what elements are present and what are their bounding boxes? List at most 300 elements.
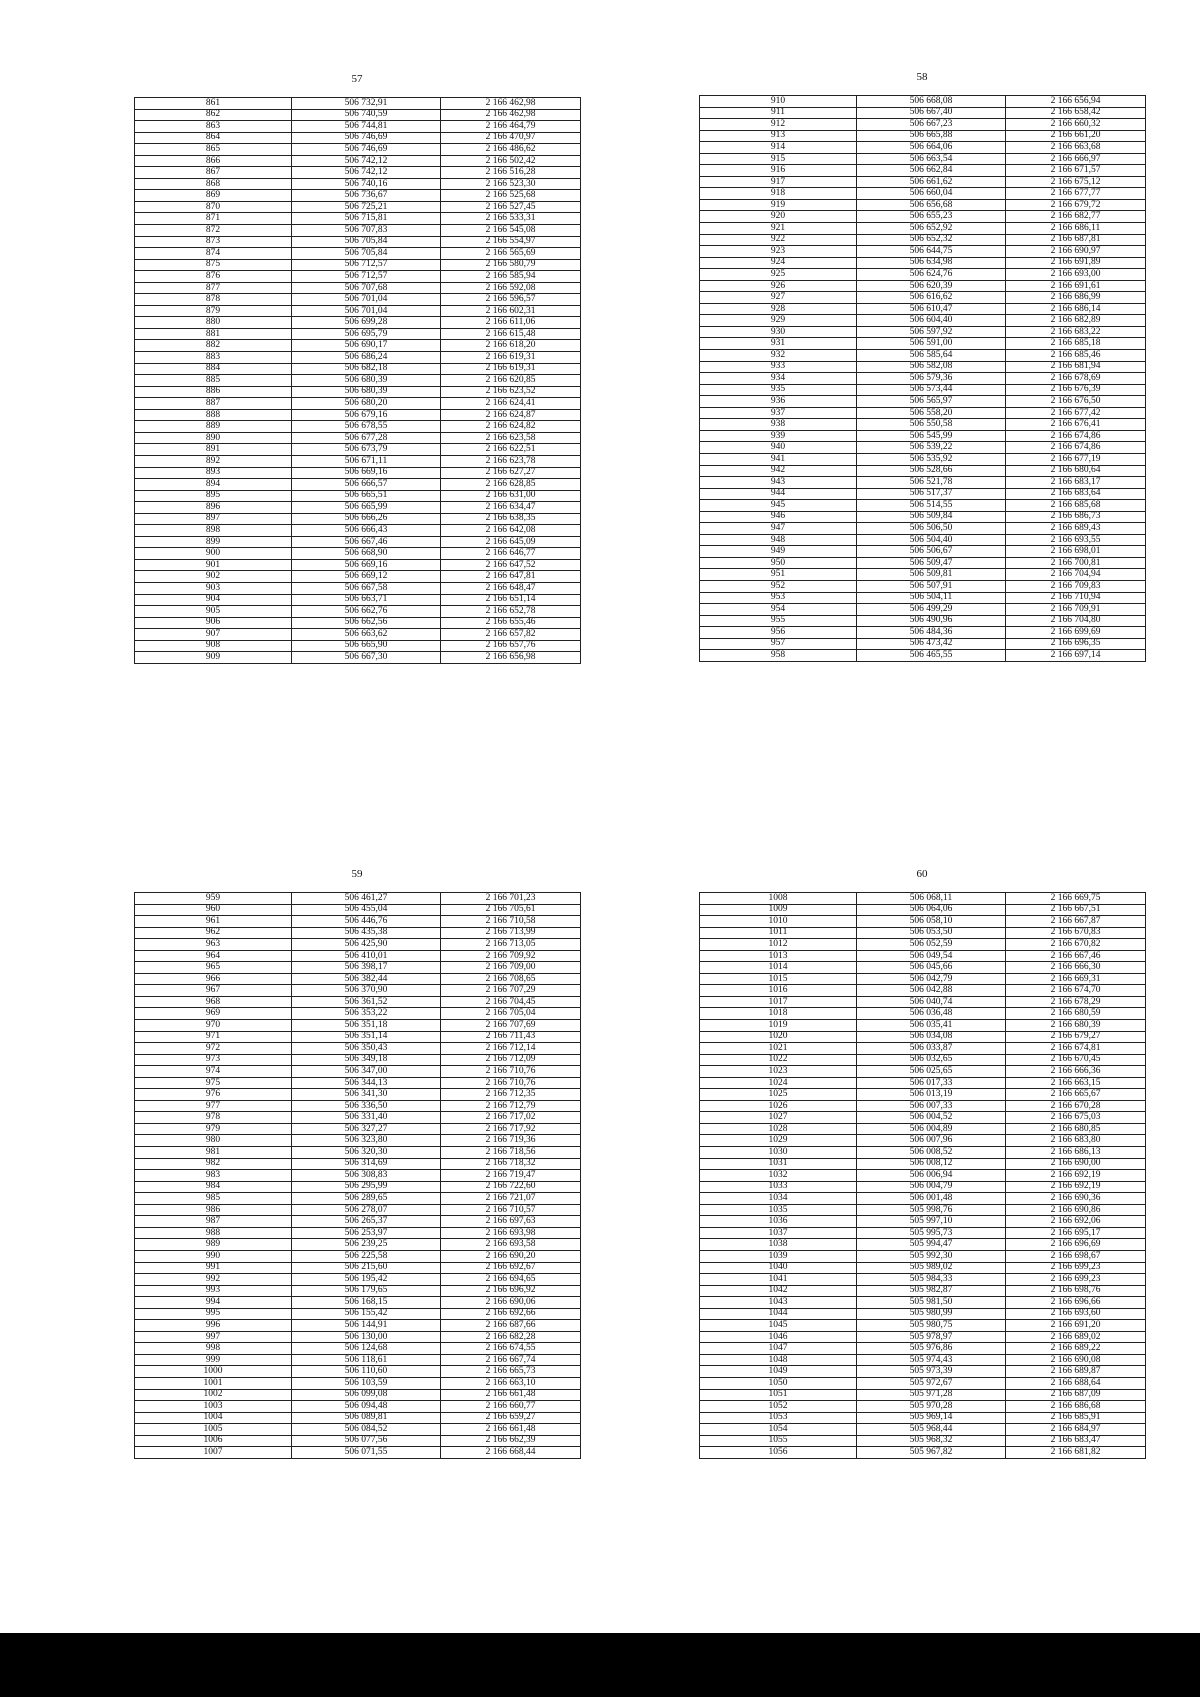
point-number-cell: 898 <box>135 525 292 537</box>
x-coordinate-cell: 506 110,60 <box>292 1366 441 1378</box>
point-number-cell: 903 <box>135 582 292 594</box>
y-coordinate-cell: 2 166 674,70 <box>1006 985 1146 997</box>
point-number-cell: 1001 <box>135 1377 292 1389</box>
x-coordinate-cell: 506 707,68 <box>292 282 441 294</box>
table-row <box>700 465 1146 477</box>
table-row <box>135 167 581 179</box>
x-coordinate-cell: 506 701,04 <box>292 305 441 317</box>
point-number-cell: 881 <box>135 328 292 340</box>
x-coordinate-cell: 506 410,01 <box>292 950 441 962</box>
point-number-cell: 964 <box>135 950 292 962</box>
table-row <box>700 338 1146 350</box>
x-coordinate-cell: 506 558,20 <box>857 407 1006 419</box>
point-number-cell: 1029 <box>700 1135 857 1147</box>
y-coordinate-cell: 2 166 699,23 <box>1006 1262 1146 1274</box>
y-coordinate-cell: 2 166 692,67 <box>441 1262 581 1274</box>
table-row <box>135 640 581 652</box>
table-row <box>135 1135 581 1147</box>
coordinates-table <box>134 97 581 664</box>
point-number-cell: 1054 <box>700 1424 857 1436</box>
x-coordinate-cell: 506 042,88 <box>857 985 1006 997</box>
x-coordinate-cell: 506 663,54 <box>857 153 1006 165</box>
x-coordinate-cell: 506 124,68 <box>292 1343 441 1355</box>
x-coordinate-cell: 506 610,47 <box>857 303 1006 315</box>
table-row <box>135 467 581 479</box>
table-row <box>135 444 581 456</box>
x-coordinate-cell: 506 118,61 <box>292 1354 441 1366</box>
y-coordinate-cell: 2 166 717,92 <box>441 1123 581 1135</box>
y-coordinate-cell: 2 166 624,87 <box>441 409 581 421</box>
table-row <box>700 1447 1146 1459</box>
point-number-cell: 900 <box>135 548 292 560</box>
y-coordinate-cell: 2 166 678,29 <box>1006 996 1146 1008</box>
y-coordinate-cell: 2 166 683,80 <box>1006 1135 1146 1147</box>
y-coordinate-cell: 2 166 663,10 <box>441 1377 581 1389</box>
x-coordinate-cell: 506 732,91 <box>292 98 441 110</box>
x-coordinate-cell: 505 974,43 <box>857 1354 1006 1366</box>
point-number-cell: 912 <box>700 119 857 131</box>
y-coordinate-cell: 2 166 684,97 <box>1006 1424 1146 1436</box>
point-number-cell: 988 <box>135 1227 292 1239</box>
x-coordinate-cell: 505 971,28 <box>857 1389 1006 1401</box>
point-number-cell: 889 <box>135 421 292 433</box>
table-row <box>135 248 581 260</box>
point-number-cell: 990 <box>135 1250 292 1262</box>
point-number-cell: 986 <box>135 1204 292 1216</box>
y-coordinate-cell: 2 166 700,81 <box>1006 557 1146 569</box>
y-coordinate-cell: 2 166 634,47 <box>441 502 581 514</box>
table-row <box>700 142 1146 154</box>
y-coordinate-cell: 2 166 685,68 <box>1006 500 1146 512</box>
y-coordinate-cell: 2 166 676,41 <box>1006 419 1146 431</box>
table-row <box>700 534 1146 546</box>
point-number-cell: 958 <box>700 650 857 662</box>
point-number-cell: 946 <box>700 511 857 523</box>
y-coordinate-cell: 2 166 707,29 <box>441 985 581 997</box>
y-coordinate-cell: 2 166 628,85 <box>441 479 581 491</box>
y-coordinate-cell: 2 166 682,77 <box>1006 211 1146 223</box>
y-coordinate-cell: 2 166 680,85 <box>1006 1123 1146 1135</box>
x-coordinate-cell: 506 040,74 <box>857 996 1006 1008</box>
x-coordinate-cell: 506 446,76 <box>292 916 441 928</box>
point-number-cell: 976 <box>135 1089 292 1101</box>
y-coordinate-cell: 2 166 624,41 <box>441 398 581 410</box>
table-row <box>700 1262 1146 1274</box>
table-row <box>135 1424 581 1436</box>
y-coordinate-cell: 2 166 502,42 <box>441 155 581 167</box>
y-coordinate-cell: 2 166 693,00 <box>1006 269 1146 281</box>
point-number-cell: 975 <box>135 1077 292 1089</box>
table-row <box>135 617 581 629</box>
x-coordinate-cell: 506 705,84 <box>292 236 441 248</box>
x-coordinate-cell: 506 089,81 <box>292 1412 441 1424</box>
x-coordinate-cell: 506 351,18 <box>292 1020 441 1032</box>
coordinates-table <box>699 95 1146 662</box>
x-coordinate-cell: 506 667,46 <box>292 536 441 548</box>
table-row <box>135 1043 581 1055</box>
table-row <box>135 950 581 962</box>
y-coordinate-cell: 2 166 690,86 <box>1006 1204 1146 1216</box>
point-number-cell: 971 <box>135 1031 292 1043</box>
y-coordinate-cell: 2 166 678,69 <box>1006 373 1146 385</box>
y-coordinate-cell: 2 166 619,31 <box>441 352 581 364</box>
table-row <box>135 490 581 502</box>
table-row <box>700 1100 1146 1112</box>
y-coordinate-cell: 2 166 698,67 <box>1006 1250 1146 1262</box>
point-number-cell: 951 <box>700 569 857 581</box>
y-coordinate-cell: 2 166 462,98 <box>441 109 581 121</box>
x-coordinate-cell: 506 585,64 <box>857 350 1006 362</box>
table-row <box>700 419 1146 431</box>
point-number-cell: 936 <box>700 396 857 408</box>
point-number-cell: 994 <box>135 1297 292 1309</box>
table-row <box>135 1123 581 1135</box>
point-number-cell: 942 <box>700 465 857 477</box>
table-row <box>135 1031 581 1043</box>
x-coordinate-cell: 506 278,07 <box>292 1204 441 1216</box>
point-number-cell: 937 <box>700 407 857 419</box>
table-row <box>135 1158 581 1170</box>
x-coordinate-cell: 506 664,06 <box>857 142 1006 154</box>
x-coordinate-cell: 506 668,08 <box>857 96 1006 108</box>
y-coordinate-cell: 2 166 693,60 <box>1006 1308 1146 1320</box>
x-coordinate-cell: 506 308,83 <box>292 1170 441 1182</box>
point-number-cell: 865 <box>135 144 292 156</box>
x-coordinate-cell: 506 662,76 <box>292 606 441 618</box>
point-number-cell: 894 <box>135 479 292 491</box>
y-coordinate-cell: 2 166 618,20 <box>441 340 581 352</box>
table-row <box>700 1158 1146 1170</box>
coordinates-table-body <box>700 893 1146 1459</box>
point-number-cell: 1044 <box>700 1308 857 1320</box>
point-number-cell: 869 <box>135 190 292 202</box>
table-row <box>700 973 1146 985</box>
y-coordinate-cell: 2 166 689,43 <box>1006 523 1146 535</box>
point-number-cell: 879 <box>135 305 292 317</box>
y-coordinate-cell: 2 166 695,17 <box>1006 1227 1146 1239</box>
y-coordinate-cell: 2 166 680,64 <box>1006 465 1146 477</box>
point-number-cell: 980 <box>135 1135 292 1147</box>
table-row <box>135 1112 581 1124</box>
x-coordinate-cell: 506 667,40 <box>857 107 1006 119</box>
point-number-cell: 1042 <box>700 1285 857 1297</box>
table-row <box>135 1250 581 1262</box>
x-coordinate-cell: 506 591,00 <box>857 338 1006 350</box>
x-coordinate-cell: 506 465,55 <box>857 650 1006 662</box>
table-row <box>700 650 1146 662</box>
table-row <box>135 559 581 571</box>
y-coordinate-cell: 2 166 675,03 <box>1006 1112 1146 1124</box>
point-number-cell: 1011 <box>700 927 857 939</box>
y-coordinate-cell: 2 166 687,09 <box>1006 1389 1146 1401</box>
point-number-cell: 924 <box>700 257 857 269</box>
x-coordinate-cell: 506 168,15 <box>292 1297 441 1309</box>
x-coordinate-cell: 506 455,04 <box>292 904 441 916</box>
x-coordinate-cell: 506 239,25 <box>292 1239 441 1251</box>
x-coordinate-cell: 506 034,08 <box>857 1031 1006 1043</box>
y-coordinate-cell: 2 166 659,27 <box>441 1412 581 1424</box>
table-row <box>700 580 1146 592</box>
x-coordinate-cell: 505 992,30 <box>857 1250 1006 1262</box>
y-coordinate-cell: 2 166 712,35 <box>441 1089 581 1101</box>
table-row <box>700 1377 1146 1389</box>
point-number-cell: 1023 <box>700 1066 857 1078</box>
point-number-cell: 870 <box>135 201 292 213</box>
y-coordinate-cell: 2 166 642,08 <box>441 525 581 537</box>
x-coordinate-cell: 506 008,52 <box>857 1147 1006 1159</box>
coordinates-table-body <box>700 96 1146 662</box>
point-number-cell: 1035 <box>700 1204 857 1216</box>
point-number-cell: 952 <box>700 580 857 592</box>
y-coordinate-cell: 2 166 681,94 <box>1006 361 1146 373</box>
y-coordinate-cell: 2 166 674,86 <box>1006 442 1146 454</box>
y-coordinate-cell: 2 166 682,28 <box>441 1331 581 1343</box>
point-number-cell: 950 <box>700 557 857 569</box>
x-coordinate-cell: 506 668,90 <box>292 548 441 560</box>
table-row <box>700 500 1146 512</box>
x-coordinate-cell: 506 707,83 <box>292 225 441 237</box>
point-number-cell: 868 <box>135 178 292 190</box>
table-row <box>700 199 1146 211</box>
x-coordinate-cell: 506 744,81 <box>292 121 441 133</box>
table-row <box>700 107 1146 119</box>
y-coordinate-cell: 2 166 711,43 <box>441 1031 581 1043</box>
x-coordinate-cell: 506 740,16 <box>292 178 441 190</box>
y-coordinate-cell: 2 166 658,42 <box>1006 107 1146 119</box>
point-number-cell: 1009 <box>700 904 857 916</box>
point-number-cell: 960 <box>135 904 292 916</box>
table-row <box>700 176 1146 188</box>
x-coordinate-cell: 506 736,67 <box>292 190 441 202</box>
x-coordinate-cell: 506 225,58 <box>292 1250 441 1262</box>
x-coordinate-cell: 506 004,89 <box>857 1123 1006 1135</box>
x-coordinate-cell: 506 634,98 <box>857 257 1006 269</box>
point-number-cell: 902 <box>135 571 292 583</box>
x-coordinate-cell: 506 740,59 <box>292 109 441 121</box>
point-number-cell: 907 <box>135 629 292 641</box>
x-coordinate-cell: 506 680,39 <box>292 375 441 387</box>
point-number-cell: 882 <box>135 340 292 352</box>
x-coordinate-cell: 506 661,62 <box>857 176 1006 188</box>
x-coordinate-cell: 506 094,48 <box>292 1401 441 1413</box>
y-coordinate-cell: 2 166 705,61 <box>441 904 581 916</box>
table-row <box>700 1112 1146 1124</box>
table-row <box>700 373 1146 385</box>
point-number-cell: 987 <box>135 1216 292 1228</box>
table-row <box>135 144 581 156</box>
table-row <box>135 109 581 121</box>
y-coordinate-cell: 2 166 721,07 <box>441 1193 581 1205</box>
table-row <box>135 1401 581 1413</box>
y-coordinate-cell: 2 166 698,01 <box>1006 546 1146 558</box>
point-number-cell: 991 <box>135 1262 292 1274</box>
y-coordinate-cell: 2 166 710,76 <box>441 1077 581 1089</box>
table-row <box>135 409 581 421</box>
x-coordinate-cell: 506 690,17 <box>292 340 441 352</box>
table-row <box>700 1343 1146 1355</box>
point-number-cell: 913 <box>700 130 857 142</box>
point-number-cell: 1025 <box>700 1089 857 1101</box>
y-coordinate-cell: 2 166 627,27 <box>441 467 581 479</box>
table-row <box>700 292 1146 304</box>
y-coordinate-cell: 2 166 718,32 <box>441 1158 581 1170</box>
y-coordinate-cell: 2 166 665,67 <box>1006 1089 1146 1101</box>
table-row <box>135 985 581 997</box>
x-coordinate-cell: 506 484,36 <box>857 627 1006 639</box>
y-coordinate-cell: 2 166 699,23 <box>1006 1274 1146 1286</box>
table-row <box>700 188 1146 200</box>
table-row <box>700 627 1146 639</box>
point-number-cell: 1017 <box>700 996 857 1008</box>
point-number-cell: 1056 <box>700 1447 857 1459</box>
table-row <box>700 1043 1146 1055</box>
point-number-cell: 897 <box>135 513 292 525</box>
table-row <box>700 1239 1146 1251</box>
x-coordinate-cell: 506 604,40 <box>857 315 1006 327</box>
y-coordinate-cell: 2 166 687,66 <box>441 1320 581 1332</box>
point-number-cell: 910 <box>700 96 857 108</box>
y-coordinate-cell: 2 166 674,55 <box>441 1343 581 1355</box>
point-number-cell: 1040 <box>700 1262 857 1274</box>
point-number-cell: 873 <box>135 236 292 248</box>
table-row <box>700 893 1146 905</box>
y-coordinate-cell: 2 166 691,20 <box>1006 1320 1146 1332</box>
point-number-cell: 929 <box>700 315 857 327</box>
point-number-cell: 979 <box>135 1123 292 1135</box>
point-number-cell: 1007 <box>135 1447 292 1459</box>
point-number-cell: 944 <box>700 488 857 500</box>
table-row <box>135 1181 581 1193</box>
x-coordinate-cell: 506 746,69 <box>292 132 441 144</box>
y-coordinate-cell: 2 166 719,36 <box>441 1135 581 1147</box>
x-coordinate-cell: 506 667,58 <box>292 582 441 594</box>
x-coordinate-cell: 506 662,56 <box>292 617 441 629</box>
point-number-cell: 885 <box>135 375 292 387</box>
point-number-cell: 866 <box>135 155 292 167</box>
point-number-cell: 887 <box>135 398 292 410</box>
table-row <box>135 1285 581 1297</box>
table-row <box>700 1297 1146 1309</box>
x-coordinate-cell: 506 350,43 <box>292 1043 441 1055</box>
point-number-cell: 1051 <box>700 1389 857 1401</box>
y-coordinate-cell: 2 166 585,94 <box>441 271 581 283</box>
table-row <box>135 1054 581 1066</box>
y-coordinate-cell: 2 166 668,44 <box>441 1447 581 1459</box>
x-coordinate-cell: 506 545,99 <box>857 430 1006 442</box>
point-number-cell: 1046 <box>700 1331 857 1343</box>
y-coordinate-cell: 2 166 565,69 <box>441 248 581 260</box>
table-row <box>135 548 581 560</box>
x-coordinate-cell: 505 973,39 <box>857 1366 1006 1378</box>
y-coordinate-cell: 2 166 663,68 <box>1006 142 1146 154</box>
x-coordinate-cell: 506 314,69 <box>292 1158 441 1170</box>
page-number: 58 <box>916 71 928 83</box>
point-number-cell: 949 <box>700 546 857 558</box>
x-coordinate-cell: 506 528,66 <box>857 465 1006 477</box>
page-number: 59 <box>351 868 363 880</box>
x-coordinate-cell: 506 662,84 <box>857 165 1006 177</box>
x-coordinate-cell: 506 344,13 <box>292 1077 441 1089</box>
point-number-cell: 931 <box>700 338 857 350</box>
y-coordinate-cell: 2 166 647,81 <box>441 571 581 583</box>
point-number-cell: 911 <box>700 107 857 119</box>
point-number-cell: 1005 <box>135 1424 292 1436</box>
x-coordinate-cell: 506 336,50 <box>292 1100 441 1112</box>
point-number-cell: 1039 <box>700 1250 857 1262</box>
y-coordinate-cell: 2 166 620,85 <box>441 375 581 387</box>
point-number-cell: 925 <box>700 269 857 281</box>
x-coordinate-cell: 506 349,18 <box>292 1054 441 1066</box>
point-number-cell: 1028 <box>700 1123 857 1135</box>
table-row <box>700 315 1146 327</box>
table-row <box>135 398 581 410</box>
y-coordinate-cell: 2 166 690,20 <box>441 1250 581 1262</box>
y-coordinate-cell: 2 166 686,73 <box>1006 511 1146 523</box>
y-coordinate-cell: 2 166 656,94 <box>1006 96 1146 108</box>
point-number-cell: 1032 <box>700 1170 857 1182</box>
x-coordinate-cell: 506 004,52 <box>857 1112 1006 1124</box>
x-coordinate-cell: 506 695,79 <box>292 328 441 340</box>
y-coordinate-cell: 2 166 615,48 <box>441 328 581 340</box>
point-number-cell: 1052 <box>700 1401 857 1413</box>
x-coordinate-cell: 505 981,50 <box>857 1297 1006 1309</box>
table-row <box>135 213 581 225</box>
table-row <box>135 1308 581 1320</box>
y-coordinate-cell: 2 166 709,92 <box>441 950 581 962</box>
point-number-cell: 955 <box>700 615 857 627</box>
y-coordinate-cell: 2 166 670,82 <box>1006 939 1146 951</box>
point-number-cell: 983 <box>135 1170 292 1182</box>
x-coordinate-cell: 506 077,56 <box>292 1435 441 1447</box>
x-coordinate-cell: 505 994,47 <box>857 1239 1006 1251</box>
y-coordinate-cell: 2 166 686,14 <box>1006 303 1146 315</box>
table-row <box>135 973 581 985</box>
x-coordinate-cell: 506 655,23 <box>857 211 1006 223</box>
point-number-cell: 1036 <box>700 1216 857 1228</box>
y-coordinate-cell: 2 166 704,94 <box>1006 569 1146 581</box>
point-number-cell: 918 <box>700 188 857 200</box>
point-number-cell: 1030 <box>700 1147 857 1159</box>
table-row <box>700 1147 1146 1159</box>
x-coordinate-cell: 506 331,40 <box>292 1112 441 1124</box>
point-number-cell: 984 <box>135 1181 292 1193</box>
point-number-cell: 1013 <box>700 950 857 962</box>
x-coordinate-cell: 506 320,30 <box>292 1147 441 1159</box>
table-row <box>135 1262 581 1274</box>
y-coordinate-cell: 2 166 680,59 <box>1006 1008 1146 1020</box>
y-coordinate-cell: 2 166 685,46 <box>1006 350 1146 362</box>
x-coordinate-cell: 506 742,12 <box>292 155 441 167</box>
x-coordinate-cell: 505 989,02 <box>857 1262 1006 1274</box>
point-number-cell: 1010 <box>700 916 857 928</box>
y-coordinate-cell: 2 166 694,65 <box>441 1274 581 1286</box>
x-coordinate-cell: 506 504,40 <box>857 534 1006 546</box>
x-coordinate-cell: 505 980,75 <box>857 1320 1006 1332</box>
table-row <box>700 996 1146 1008</box>
x-coordinate-cell: 506 506,67 <box>857 546 1006 558</box>
point-number-cell: 962 <box>135 927 292 939</box>
x-coordinate-cell: 506 517,37 <box>857 488 1006 500</box>
y-coordinate-cell: 2 166 580,79 <box>441 259 581 271</box>
table-row <box>700 407 1146 419</box>
y-coordinate-cell: 2 166 663,15 <box>1006 1077 1146 1089</box>
x-coordinate-cell: 505 984,33 <box>857 1274 1006 1286</box>
table-row <box>135 1447 581 1459</box>
table-row <box>700 269 1146 281</box>
table-row <box>135 455 581 467</box>
y-coordinate-cell: 2 166 662,39 <box>441 1435 581 1447</box>
table-row <box>135 225 581 237</box>
